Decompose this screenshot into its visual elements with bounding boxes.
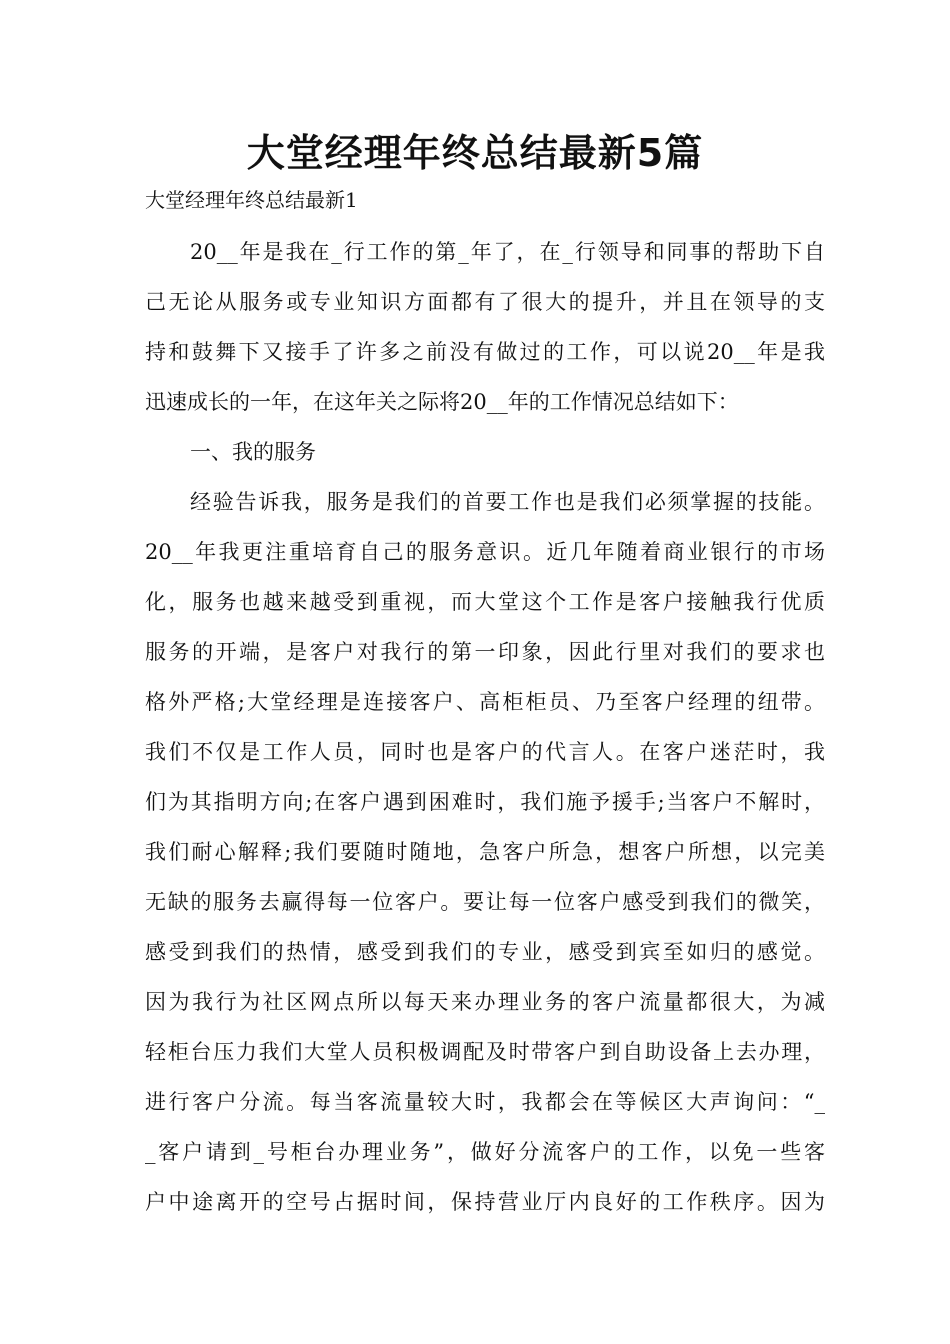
text-line: 化，服务也越来越受到重视，而大堂这个工作是客户接触我行优质 [145,590,825,614]
text-line: 进行客户分流。每当客流量较大时，我都会在等候区大声询问：“_ [145,1090,825,1114]
text-line: 迅速成长的一年，在这年关之际将20__年的工作情况总结如下： [145,390,739,414]
text-line: 户中途离开的空号占据时间，保持营业厅内良好的工作秩序。因为 [145,1190,825,1214]
text-line: 20__年我更注重培育自己的服务意识。近几年随着商业银行的市场 [145,540,825,564]
text-line: 格外严格;大堂经理是连接客户、高柜柜员、乃至客户经理的纽带。 [145,690,825,714]
text-line: 己无论从服务或专业知识方面都有了很大的提升，并且在领导的支 [145,290,825,314]
text-line: 感受到我们的热情，感受到我们的专业，感受到宾至如归的感觉。 [145,940,825,964]
text-line: 我们不仅是工作人员，同时也是客户的代言人。在客户迷茫时，我 [145,740,825,764]
text-line: 我们耐心解释;我们要随时随地，急客户所急，想客户所想，以完美 [145,840,825,864]
text-line: 服务的开端，是客户对我行的第一印象，因此行里对我们的要求也 [145,640,825,664]
section-heading: 一、我的服务 [190,440,316,464]
text-line: 们为其指明方向;在客户遇到困难时，我们施予援手;当客户不解时， [145,790,825,814]
text-line: 因为我行为社区网点所以每天来办理业务的客户流量都很大，为减 [145,990,825,1014]
text-line: 无缺的服务去赢得每一位客户。要让每一位客户感受到我们的微笑， [145,890,825,914]
section-subtitle: 大堂经理年终总结最新1 [145,188,358,212]
text-line: 持和鼓舞下又接手了许多之前没有做过的工作，可以说20__年是我 [145,340,825,364]
text-line: _客户请到_号柜台办理业务”，做好分流客户的工作，以免一些客 [145,1140,825,1164]
document-title: 大堂经理年终总结最新5篇 [246,131,704,175]
text-line: 20__年是我在_行工作的第_年了，在_行领导和同事的帮助下自 [190,240,825,264]
text-line: 经验告诉我，服务是我们的首要工作也是我们必须掌握的技能。 [190,490,825,514]
text-line: 轻柜台压力我们大堂人员积极调配及时带客户到自助设备上去办理， [145,1040,825,1064]
